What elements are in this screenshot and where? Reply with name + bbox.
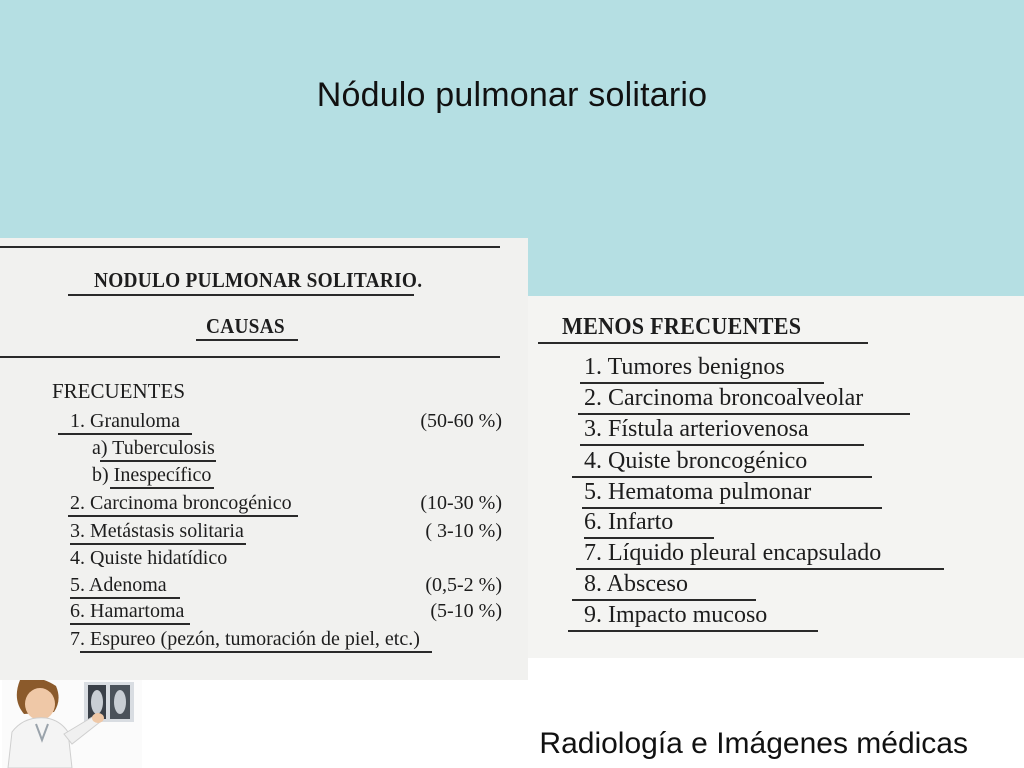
list-item: 4. Quiste hidatídico	[70, 547, 228, 569]
item-underline	[58, 433, 192, 435]
item-underline	[584, 537, 714, 539]
doctor-photo	[2, 680, 142, 768]
heading-underline	[538, 342, 868, 344]
list-item: b) Inespecífico	[92, 464, 212, 486]
item-underline	[572, 476, 872, 478]
list-item: 2. Carcinoma broncoalveolar	[584, 385, 864, 411]
list-item: 1. Granuloma	[70, 410, 180, 432]
list-item: 7. Líquido pleural encapsulado	[584, 540, 882, 566]
item-underline	[80, 651, 432, 653]
list-item: 9. Impacto mucoso	[584, 602, 768, 628]
divider-line	[0, 356, 500, 358]
list-item: 3. Metástasis solitaria	[70, 520, 244, 542]
scan-heading: NODULO PULMONAR SOLITARIO.	[94, 268, 423, 292]
item-underline	[70, 597, 180, 599]
divider-line	[0, 246, 500, 248]
list-item: 6. Hamartoma	[70, 600, 185, 622]
list-item: 8. Absceso	[584, 571, 688, 597]
item-underline	[70, 543, 246, 545]
scanned-table-menos-frecuentes	[528, 296, 1024, 658]
item-underline	[580, 444, 864, 446]
item-underline	[580, 382, 824, 384]
list-item: 2. Carcinoma broncogénico	[70, 492, 292, 514]
scanned-table-frecuentes	[0, 238, 528, 680]
item-underline	[572, 599, 756, 601]
percentage: (50-60 %)	[420, 410, 502, 432]
footer-text: Radiología e Imágenes médicas	[539, 727, 968, 760]
item-underline	[70, 623, 190, 625]
subheading-underline	[196, 339, 298, 341]
item-underline	[578, 413, 910, 415]
item-underline	[68, 515, 298, 517]
item-underline	[568, 630, 818, 632]
percentage: (5-10 %)	[430, 600, 502, 622]
list-item: 6. Infarto	[584, 509, 674, 535]
list-item: 5. Adenoma	[70, 574, 167, 596]
scan-heading: MENOS FRECUENTES	[562, 314, 802, 340]
percentage: (0,5-2 %)	[425, 574, 502, 596]
list-item: 4. Quiste broncogénico	[584, 448, 808, 474]
percentage: (10-30 %)	[420, 492, 502, 514]
list-item: 5. Hematoma pulmonar	[584, 479, 812, 505]
list-item: 3. Fístula arteriovenosa	[584, 416, 809, 442]
percentage: ( 3-10 %)	[425, 520, 502, 542]
item-underline	[576, 568, 944, 570]
doctor-with-xray-icon	[2, 680, 142, 768]
list-item: a) Tuberculosis	[92, 437, 215, 459]
list-item: 7. Espureo (pezón, tumoración de piel, etc.)	[70, 628, 420, 650]
item-underline	[100, 460, 216, 462]
section-label: FRECUENTES	[52, 379, 186, 403]
heading-underline	[68, 294, 414, 296]
scan-subheading: CAUSAS	[206, 314, 285, 338]
list-item: 1. Tumores benignos	[584, 354, 785, 380]
slide-title: Nódulo pulmonar solitario	[316, 76, 708, 114]
item-underline	[110, 487, 214, 489]
